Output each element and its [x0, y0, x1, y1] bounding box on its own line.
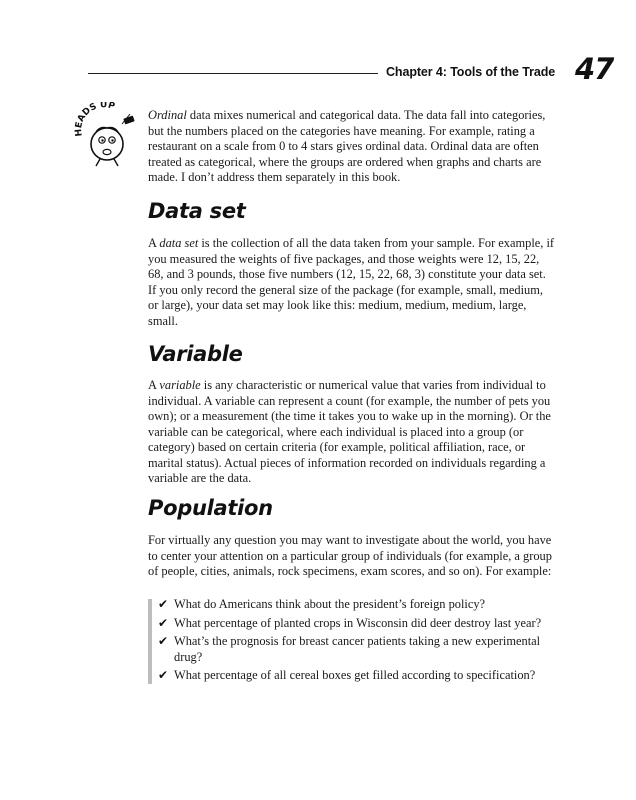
population-paragraph: For virtually any question you may want to investigate about the world, you have to center your attention on a particular group of individuals (for example, a group of people, cities, animals, rock specimens, exam scores, and so on). For example: — [148, 533, 552, 578]
heads-up-text: data mixes numerical and categorical data. The data fall into categories, but the numbers placed on the categories have meaning. For example, rating a restaurant on a scale from 0 to 4 stars gives ordinal data. Ordinal data are often treated as categorical, where the groups are ordered when graphs and charts are made. I don’t address them separately in this book. — [148, 108, 546, 184]
check-icon: ✔ — [158, 597, 169, 611]
term-data-set: data set — [159, 236, 199, 250]
header-rule — [88, 73, 378, 74]
check-icon: ✔ — [158, 615, 169, 630]
heads-up-paragraph — [148, 108, 556, 186]
list-item — [158, 634, 558, 665]
data-set-pre: A — [148, 236, 160, 250]
check-icon: ✔ — [158, 668, 169, 682]
term-ordinal: Ordinal — [148, 108, 187, 122]
list-item — [158, 597, 558, 613]
variable-pre: A — [148, 378, 160, 392]
page-number: 47 — [575, 52, 614, 86]
check-icon: ✔ — [158, 634, 169, 648]
heading-variable: Variable — [148, 342, 243, 366]
heads-up-icon-label: HEADS UP — [74, 102, 116, 137]
heading-population: Population — [148, 496, 273, 520]
list-item-text: What do Americans think about the president’s foreign policy? — [174, 597, 486, 611]
bullet-list-bar — [148, 599, 152, 684]
list-item — [158, 668, 558, 684]
data-set-text: is the collection of all the data taken from your sample. For example, if you measured the weights of five packages, and those weights were 12, 15, 22, 68, and 3 pounds, those five numbers (12, 15, 22, 68, 3) constitute your data set. If you only record the general size of the package (for example, small, medium, or large), your data set may look like this: medium, medium, medium, large, small. — [148, 236, 555, 328]
variable-text: is any characteristic or numerical value that varies from individual to individual. A variable can represent a count (for example, the number of pets you own); or a measurement (the time it takes you to wake up in the morning). Or the variable can be categorical, where each individual is placed into a group (or category) based on certain criteria (for example, political affiliation, race, or marital status). Actual pieces of information recorded on individuals regarding a variable are the data. — [148, 378, 551, 485]
list-item-text: What’s the prognosis for breast cancer patients taking a new experimental drug? — [174, 634, 541, 664]
term-variable: variable — [159, 378, 201, 392]
heading-data-set: Data set — [148, 199, 246, 223]
list-item-text: What percentage of planted crops in Wisconsin did deer destroy last year? — [174, 615, 542, 630]
data-set-paragraph — [148, 236, 556, 329]
heads-up-icon — [74, 102, 144, 170]
population-bullet-list — [158, 597, 558, 687]
chapter-title: Chapter 4: Tools of the Trade — [386, 65, 556, 79]
list-item-text: What percentage of all cereal boxes get filled according to specification? — [174, 668, 536, 682]
variable-paragraph — [148, 378, 556, 487]
list-item — [158, 616, 558, 632]
